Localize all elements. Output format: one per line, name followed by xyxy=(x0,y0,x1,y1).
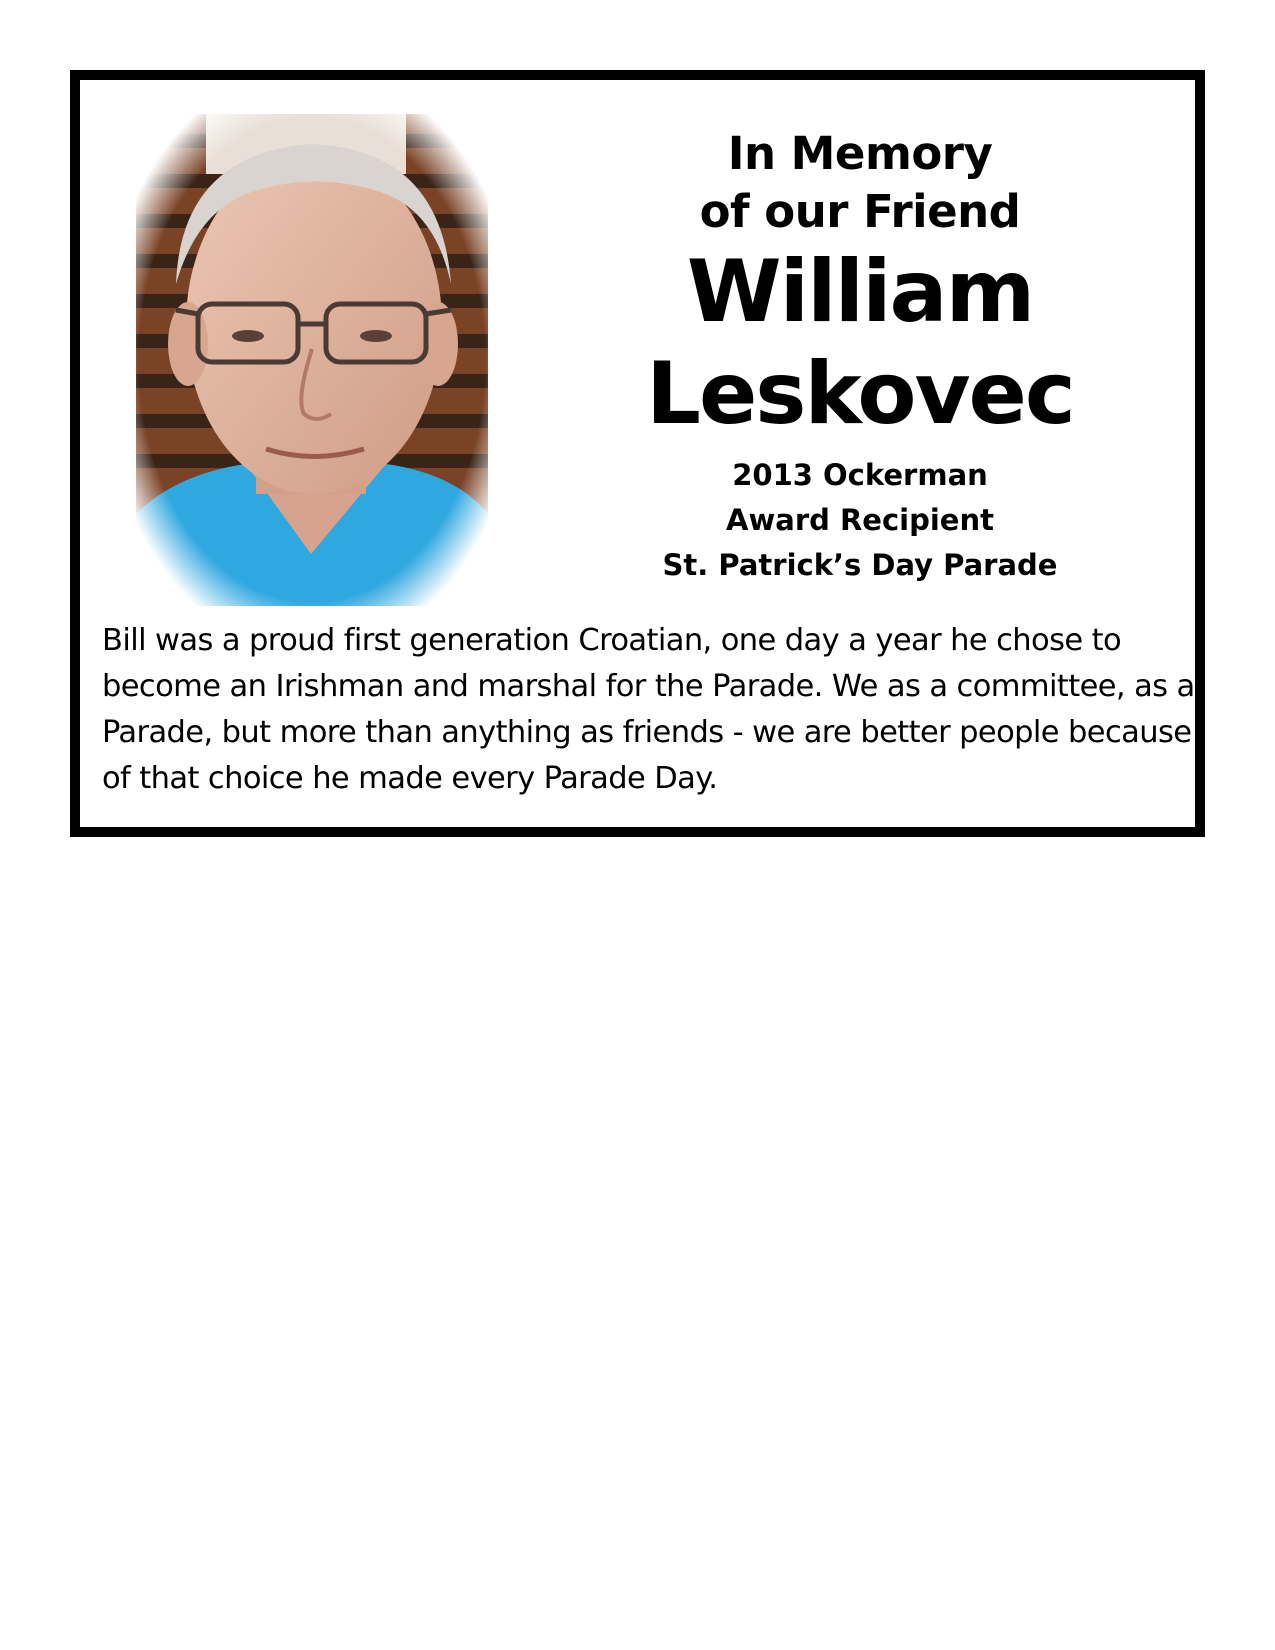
memorial-heading xyxy=(520,80,1200,600)
last-name: Leskovec xyxy=(646,344,1074,444)
heading-in-memory: In Memory xyxy=(727,127,993,180)
memorial-card xyxy=(70,70,1205,837)
first-name: William xyxy=(686,242,1034,342)
tribute-paragraph: Bill was a proud first generation Croatian, one day a year he chose to become an Irishman and marshal for the Parade. We as a committee, as a Parade, but more than anything as friends - we are better people because of that choice he made every Parade Day. xyxy=(102,623,1195,796)
award-recipient-line: Award Recipient xyxy=(726,503,994,537)
award-year-line: 2013 Ockerman xyxy=(732,458,988,492)
heading-of-our-friend: of our Friend xyxy=(699,185,1021,238)
award-event-line: St. Patrick’s Day Parade xyxy=(662,548,1058,582)
portrait-photo xyxy=(136,114,488,606)
portrait-image xyxy=(136,114,488,606)
